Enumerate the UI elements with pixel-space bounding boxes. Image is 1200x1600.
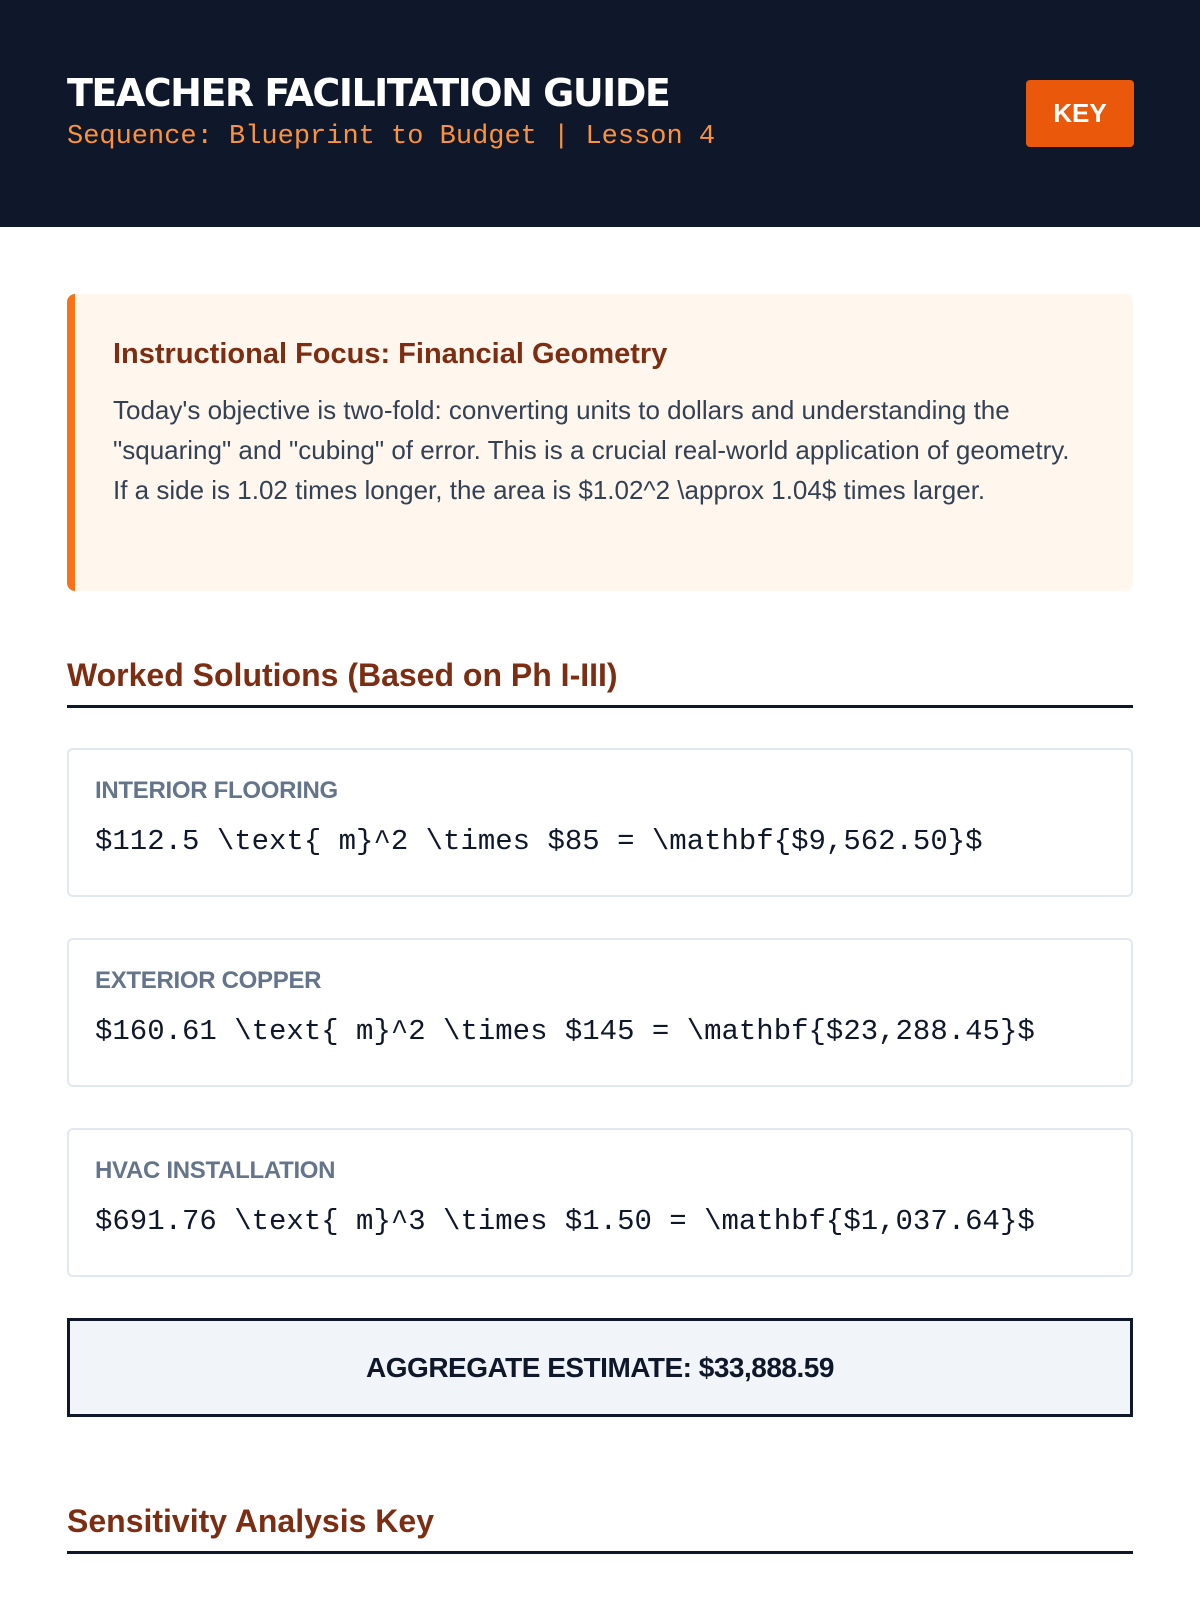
solution-card-hvac-installation	[67, 1128, 1133, 1277]
main-content	[0, 227, 1200, 1554]
solution-card-label: INTERIOR FLOORING	[95, 777, 338, 804]
solution-card-formula: $691.76 \text{ m}^3 \times $1.50 = \mathbf{$1,037.64}$	[95, 1205, 1035, 1238]
page-header	[0, 0, 1200, 227]
solution-card-interior-flooring	[67, 748, 1133, 897]
solution-card-formula: $112.5 \text{ m}^2 \times $85 = \mathbf{$9,562.50}$	[95, 825, 983, 858]
aggregate-estimate-box: AGGREGATE ESTIMATE: $33,888.59	[67, 1318, 1133, 1417]
sensitivity-analysis-heading: Sensitivity Analysis Key	[67, 1501, 1133, 1554]
focus-body: Today's objective is two-fold: converting units to dollars and understanding the "squaring" and "cubing" of error. This is a crucial real-world application of geometry. If a side is 1.02 times longer, the area is $1.02^2 \approx 1.04$ times larger.	[113, 395, 1070, 505]
key-button[interactable]: KEY	[1026, 80, 1134, 147]
sequence-subtitle: Sequence: Blueprint to Budget | Lesson 4	[67, 122, 716, 152]
solution-card-label: EXTERIOR COPPER	[95, 967, 322, 994]
solution-card-formula: $160.61 \text{ m}^2 \times $145 = \mathbf{$23,288.45}$	[95, 1015, 1035, 1048]
worked-solutions-heading: Worked Solutions (Based on Ph I-III)	[67, 655, 1133, 708]
page-title: TEACHER FACILITATION GUIDE	[67, 71, 670, 115]
solution-card-label: HVAC INSTALLATION	[95, 1157, 336, 1184]
instructional-focus-callout	[67, 294, 1133, 591]
focus-title: Instructional Focus: Financial Geometry	[113, 338, 668, 370]
solution-card-exterior-copper	[67, 938, 1133, 1087]
